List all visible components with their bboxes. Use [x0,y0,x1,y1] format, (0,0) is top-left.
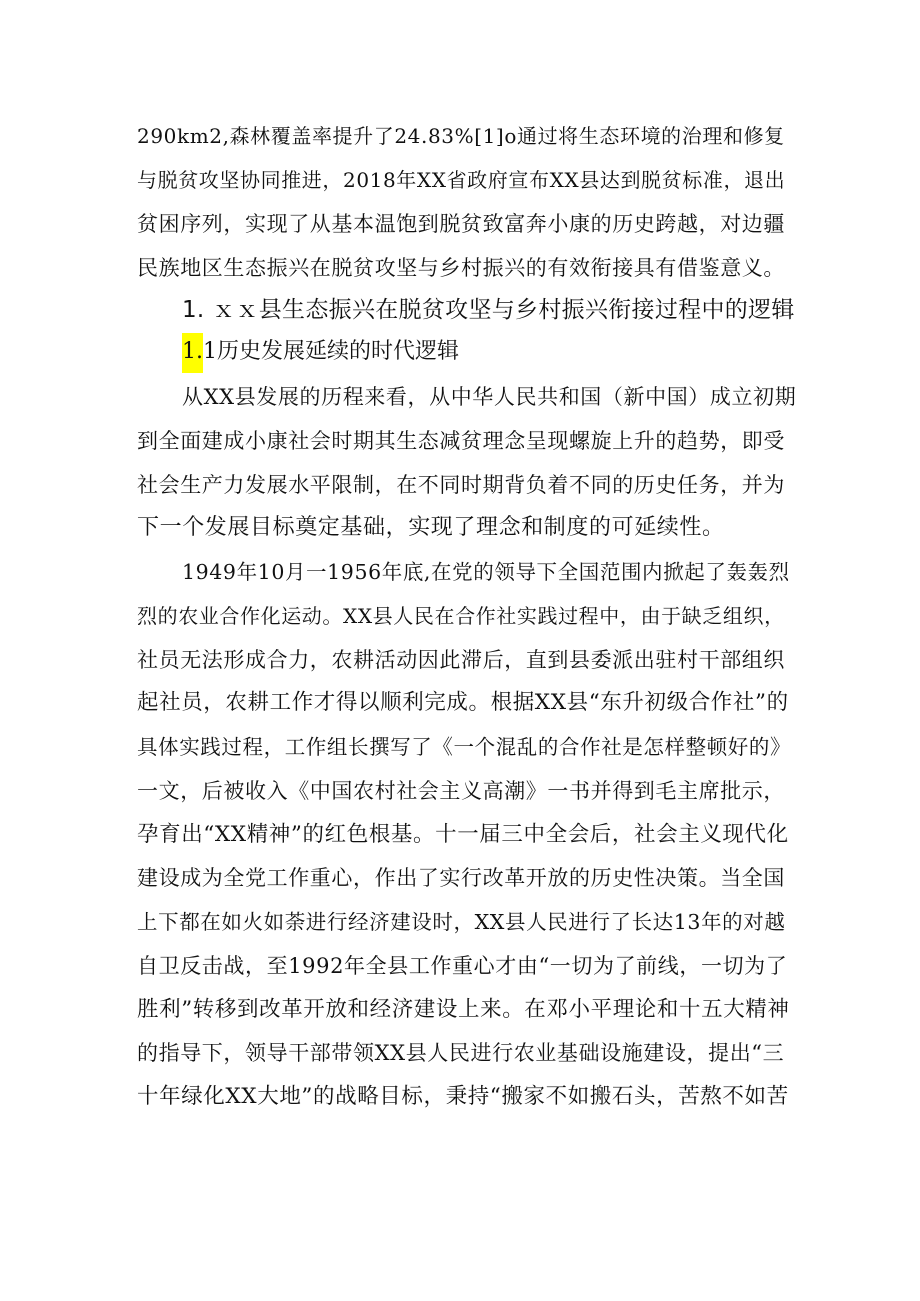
subsection-heading-text: 1历史发展延续的时代逻辑 [203,339,459,364]
paragraph-line: 到全面建成小康社会时期其生态减贫理念呈现螺旋上升的趋势，即受 [137,429,785,453]
paragraph-line: 十年绿化XX大地”的战略目标，秉持“搬家不如搬石头，苦熬不如苦 [137,1084,789,1109]
paragraph-line: 民族地区生态振兴在脱贫攻坚与乡村振兴的有效衔接具有借鉴意义。 [137,256,785,280]
paragraph-line: 下一个发展目标奠定基础，实现了理念和制度的可延续性。 [137,515,725,540]
paragraph-line: 胜利”转移到改革开放和经济建设上来。在邓小平理论和十五大精神 [137,997,790,1022]
paragraph-line: 1949年10月一1956年底,在党的领导下全国范围内掀起了轰轰烈 [182,560,790,584]
highlighted-text: 1. [182,333,203,373]
section-heading: 1. ｘｘ县生态振兴在脱贫攻坚与乡村振兴衔接过程中的逻辑 [182,297,795,323]
paragraph-line: 具体实践过程，工作组长撰写了《一个混乱的合作社是怎样整顿好的》 [137,735,792,759]
paragraph-line: 从XX县发展的历程来看，从中华人民共和国（新中国）成立初期 [182,385,797,409]
paragraph-line: 上下都在如火如荼进行经济建设时，XX县人民进行了长达13年的对越 [137,910,786,934]
paragraph-line: 一文，后被收入《中国农村社会主义高潮》一书并得到毛主席批示， [137,779,785,803]
paragraph-line: 的指导下，领导干部带领XX县人民进行农业基础设施建设，提出“三 [137,1041,785,1065]
paragraph-line: 与脱贫攻坚协同推进，2018年XX省政府宣布XX县达到脱贫标准，退出 [137,168,786,192]
paragraph-line: 社员无法形成合力，农耕活动因此滞后，直到县委派出驻村干部组织 [137,648,785,672]
subsection-heading [182,333,459,373]
paragraph-line: 贫困序列，实现了从基本温饱到脱贫致富奔小康的历史跨越，对边疆 [137,212,785,236]
paragraph-line: 自卫反击战，至1992年全县工作重心才由“一切为了前线，一切为了 [137,954,788,978]
paragraph-line: 起社员，农耕工作才得以顺利完成。根据XX县“东升初级合作社”的 [137,690,789,715]
paragraph-line: 孕育出“XX精神”的红色根基。十一届三中全会后，社会主义现代化 [137,822,789,847]
paragraph-line: 烈的农业合作化运动。XX县人民在合作社实践过程中，由于缺乏组织， [137,604,785,628]
paragraph-line: 建设成为全党工作重心，作出了实行改革开放的历史性决策。当全国 [137,866,785,890]
paragraph-line: 290km2,森林覆盖率提升了24.83%[1]o通过将生态环境的治理和修复 [137,124,785,148]
paragraph-line: 社会生产力发展水平限制，在不同时期背负着不同的历史任务，并为 [137,473,785,497]
